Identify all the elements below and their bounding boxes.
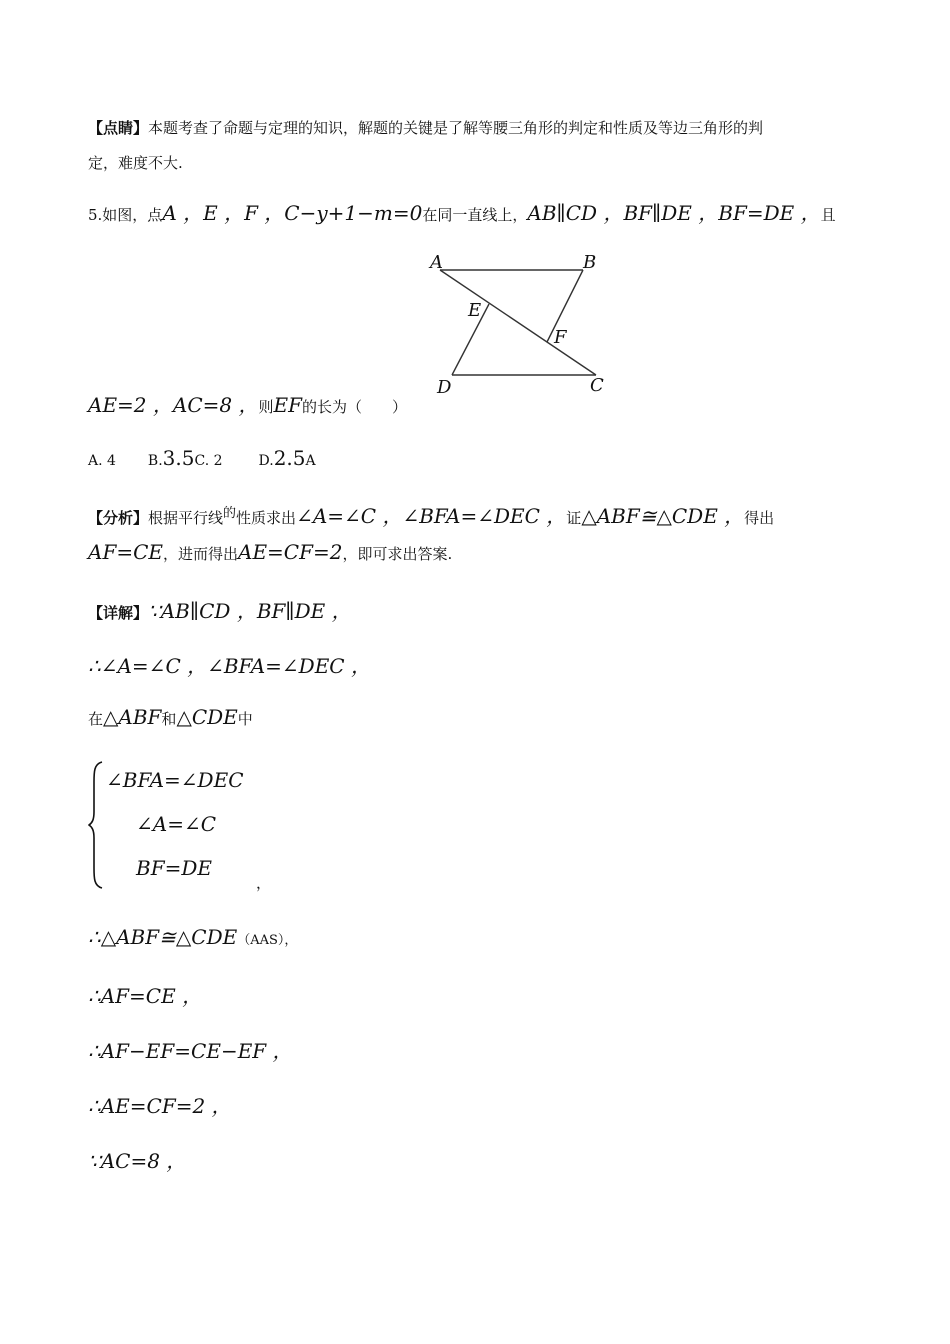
option-d-value: 2.5 — [273, 446, 306, 470]
answer: A — [305, 453, 316, 469]
label-d: D — [437, 377, 452, 398]
analysis-text-1c: 性质求出 — [236, 509, 297, 527]
segment-ac — [440, 270, 596, 375]
detail-text-3-mid: 和 — [161, 710, 177, 728]
condition-3: BF=DE — [136, 856, 212, 880]
question-conditions-2: AE=2 ，AC=8 ， — [88, 393, 259, 417]
question-ask-pre: 则 — [258, 398, 274, 416]
analysis-text-2: 证 — [566, 509, 582, 527]
detail-math-7: ∴AE=CF=2 ， — [88, 1094, 232, 1118]
question-conditions: AB∥CD ，BF∥DE ，BF=DE ， — [527, 201, 821, 225]
question-ask-post: 的长为（ ） — [301, 398, 407, 416]
label-e: E — [468, 300, 482, 321]
detail-line-1 — [88, 595, 352, 624]
analysis-text-4: ，进而得出 — [162, 545, 238, 563]
option-d-prefix: D. — [258, 453, 274, 469]
option-b-value: 3.5 — [162, 446, 195, 470]
remark-text-2: 定，难度不大. — [88, 154, 183, 172]
detail-line-5 — [88, 980, 202, 1009]
option-c: C. 2 — [194, 453, 223, 469]
remark-line-2 — [88, 152, 183, 173]
question-line-1 — [88, 197, 836, 226]
detail-note-4: （AAS）， — [237, 933, 298, 948]
remark-text-1: 本题考查了命题与定理的知识，解题的关键是了解等腰三角形的判定和性质及等边三角形的判 — [148, 119, 764, 137]
detail-math-4: ∴△ABF≅△CDE — [88, 925, 238, 949]
condition-2: ∠A=∠C — [136, 812, 217, 836]
condition-end: ， — [256, 874, 272, 892]
question-mid: 在同一直线上， — [422, 206, 528, 224]
analysis-math-2: △ABF≅△CDE ， — [581, 504, 745, 528]
question-ask-math: EF — [273, 393, 302, 417]
question-points: A ，E ，F ，C−y+1−m=0 — [162, 201, 423, 225]
detail-line-4 — [88, 925, 297, 949]
detail-text-3-post: 中 — [237, 710, 253, 728]
remark-tag: 【点睛】 — [88, 119, 149, 137]
detail-line-8 — [88, 1145, 186, 1174]
question-prefix: 5.如图，点 — [88, 206, 163, 224]
question-suffix: 且 — [820, 206, 836, 224]
condition-1: ∠BFA=∠DEC — [106, 768, 244, 792]
analysis-line-2 — [88, 540, 452, 564]
analysis-math-3: AF=CE — [88, 540, 163, 564]
detail-math-6: ∴AF−EF=CE−EF ， — [88, 1039, 293, 1063]
analysis-tag: 【分析】 — [88, 509, 149, 527]
analysis-text-1: 根据平行线 — [148, 509, 224, 527]
left-brace — [88, 760, 108, 890]
label-b: B — [583, 252, 597, 273]
condition-system — [88, 760, 348, 890]
options-line — [88, 446, 316, 470]
analysis-math-4: AE=CF=2 — [238, 540, 343, 564]
analysis-text-3: 得出 — [744, 509, 775, 527]
analysis-text-5: ，即可求出答案. — [342, 545, 453, 563]
detail-line-2 — [88, 650, 371, 679]
label-f: F — [554, 327, 567, 348]
option-b-prefix: B. — [147, 453, 163, 469]
detail-math-5: ∴AF=CE ， — [88, 984, 203, 1008]
detail-math-3a: △ABF — [103, 705, 162, 729]
detail-line-7 — [88, 1090, 232, 1119]
question-line-2 — [88, 389, 407, 418]
label-c: C — [590, 375, 604, 396]
analysis-line-1 — [88, 500, 774, 529]
analysis-text-1b: 的 — [223, 506, 237, 521]
detail-text-3-pre: 在 — [88, 710, 104, 728]
remark-line-1 — [88, 117, 763, 138]
label-a: A — [430, 252, 443, 273]
detail-math-8: ∵AC=8 ， — [88, 1149, 187, 1173]
detail-tag: 【详解】 — [88, 604, 149, 622]
detail-math-2: ∴∠A=∠C ，∠BFA=∠DEC ， — [88, 654, 371, 678]
analysis-math-1: ∠A=∠C ，∠BFA=∠DEC ， — [296, 504, 567, 528]
detail-math-1: ∵AB∥CD ，BF∥DE ， — [148, 599, 352, 623]
detail-line-6 — [88, 1035, 293, 1064]
detail-line-3 — [88, 705, 253, 729]
geometry-figure — [420, 248, 620, 398]
option-a: A. 4 — [88, 453, 116, 469]
detail-math-3b: △CDE — [176, 705, 238, 729]
